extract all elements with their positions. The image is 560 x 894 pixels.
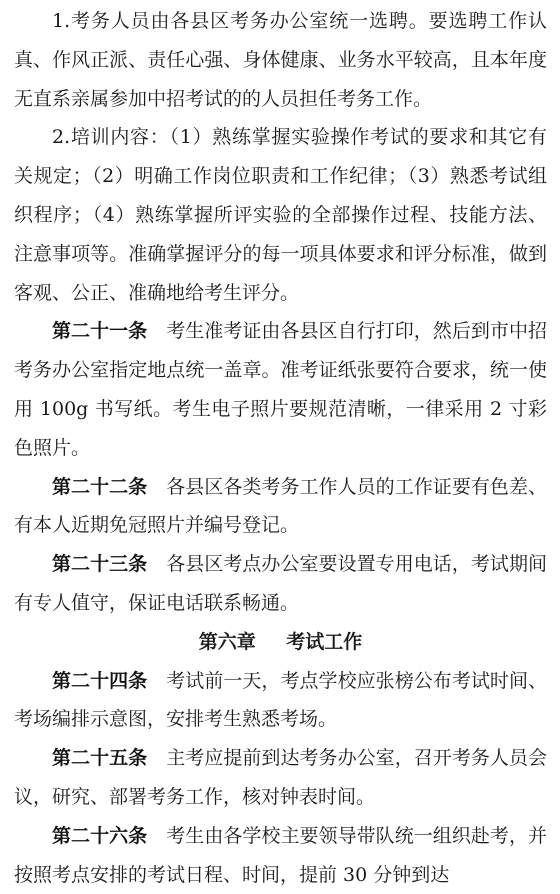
article-text: 考试前一天，考点学校应张榜公布考试时间、考场编排示意图，安排考生熟悉考场。 — [14, 669, 547, 731]
paragraph-item-2 — [14, 118, 547, 312]
article-label: 第二十三条 — [52, 553, 148, 576]
article-text: 考生由各学校主要领导带队统一组织赴考，并按照考点安排的考试日程、时间，提前 30 分钟到达 — [14, 824, 547, 886]
article-26 — [14, 817, 547, 894]
article-21 — [14, 312, 547, 467]
article-text: 主考应提前到达考务办公室，召开考务人员会议，研究、部署考务工作，核对钟表时间。 — [14, 747, 547, 808]
article-label: 第二十二条 — [52, 475, 148, 498]
paragraph-item-1 — [14, 2, 547, 118]
article-22 — [14, 468, 547, 546]
paragraph-text: 2.培训内容：（1）熟练掌握实验操作考试的要求和其它有关规定；（2）明确工作岗位职责和工作纪律；（3）熟悉考试组织程序；（4）熟练掌握所评实验的全部操作过程、技能方法、注意事项等。准确掌握评分的每一项具体要求和评分标准，做到客观、公正、准确地给考生评分。 — [14, 126, 547, 304]
chapter-title: 考试工作 — [286, 630, 363, 653]
chapter-number: 第六章 — [198, 630, 256, 653]
article-text: 各县区各类考务工作人员的工作证要有色差、有本人近期免冠照片并编号登记。 — [14, 475, 547, 537]
chapter-heading — [14, 623, 547, 662]
paragraph-text: 1.考务人员由各县区考务办公室统一选聘。要选聘工作认真、作风正派、责任心强、身体健康、业务水平较高，且本年度无直系亲属参加中招考试的的人员担任考务工作。 — [14, 10, 547, 110]
article-23 — [14, 545, 547, 623]
article-text: 各县区考点办公室要设置专用电话，考试期间有专人值守，保证电话联系畅通。 — [14, 553, 547, 614]
article-24 — [14, 662, 547, 740]
article-label: 第二十一条 — [52, 320, 148, 343]
article-label: 第二十六条 — [52, 824, 148, 847]
article-text: 考生准考证由各县区自行打印，然后到市中招考务办公室指定地点统一盖章。准考证纸张要符合要求，统一使用 100g 书写纸。考生电子照片要规范清晰，一律采用 2 寸彩色照片。 — [14, 320, 547, 459]
article-label: 第二十五条 — [52, 747, 148, 770]
article-label: 第二十四条 — [52, 669, 148, 692]
article-25 — [14, 739, 547, 817]
document-page — [14, 2, 547, 894]
